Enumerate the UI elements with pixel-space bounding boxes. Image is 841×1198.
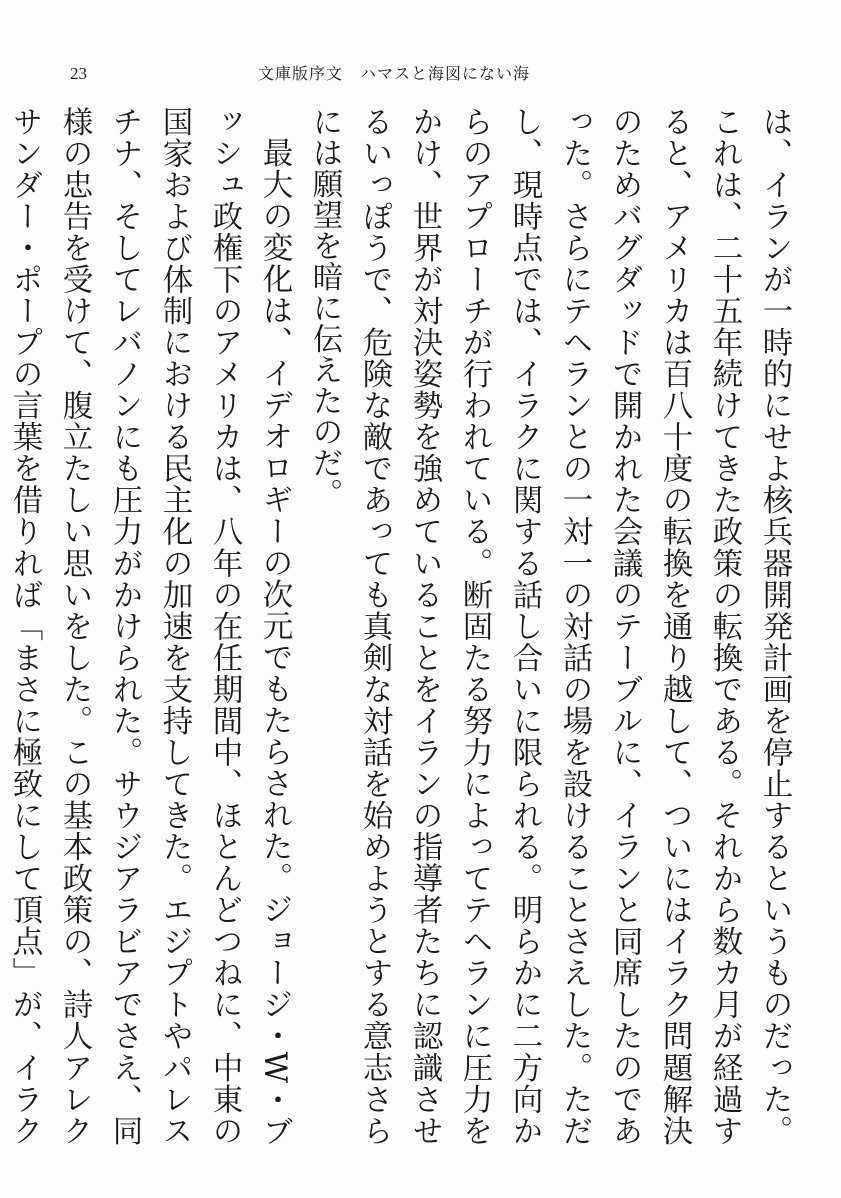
running-title: 文庫版序文 ハマスと海図にない海 [258,64,531,83]
paragraph: は、イランが一時的にせよ核兵器開発計画を停止するというものだった。これは、二十五年続けてきた政策の転換である。それから数カ月が経過すると、アメリカは百八十度の転換を通り越して、ついにはイラク問題解決のためバグダッドで開かれた会議のテーブルに、イランと同席したのであった。さらにテヘランとの一対一の対話の場を設けることさえした。ただし、現時点では、イラクに関する話し合いに限られる。明らかに二方向からのアプローチが行われている。断固たる努力によってテヘランに圧力をかけ、世界が対決姿勢を強めていることをイランの指導者たちに認識させるいっぽうで、危険な敵であっても真剣な対話を始めようとする意志さらには願望を暗に伝えたのだ。 [307,106,792,1146]
page-number: 23 [70,64,87,83]
paragraph: 最大の変化は、イデオロギーの次元でもたらされた。ジョージ・W・ブッシュ政権下のアメリカは、八年の在任期間中、ほとんどつねに、中東の国家および体制における民主化の加速を支持してきた。エジプトやパレスチナ、そしてレバノンにも圧力がかけられた。サウジアラビアでさえ、同様の忠告を受けて、腹立たしい思いをした。この基本政策の、詩人アレクサンダー・ポープの言葉を借りれば「まさに極致にして頂点」が、イラク [7,106,292,1146]
page-header [0,62,841,86]
vertical-body-text [7,106,799,1146]
